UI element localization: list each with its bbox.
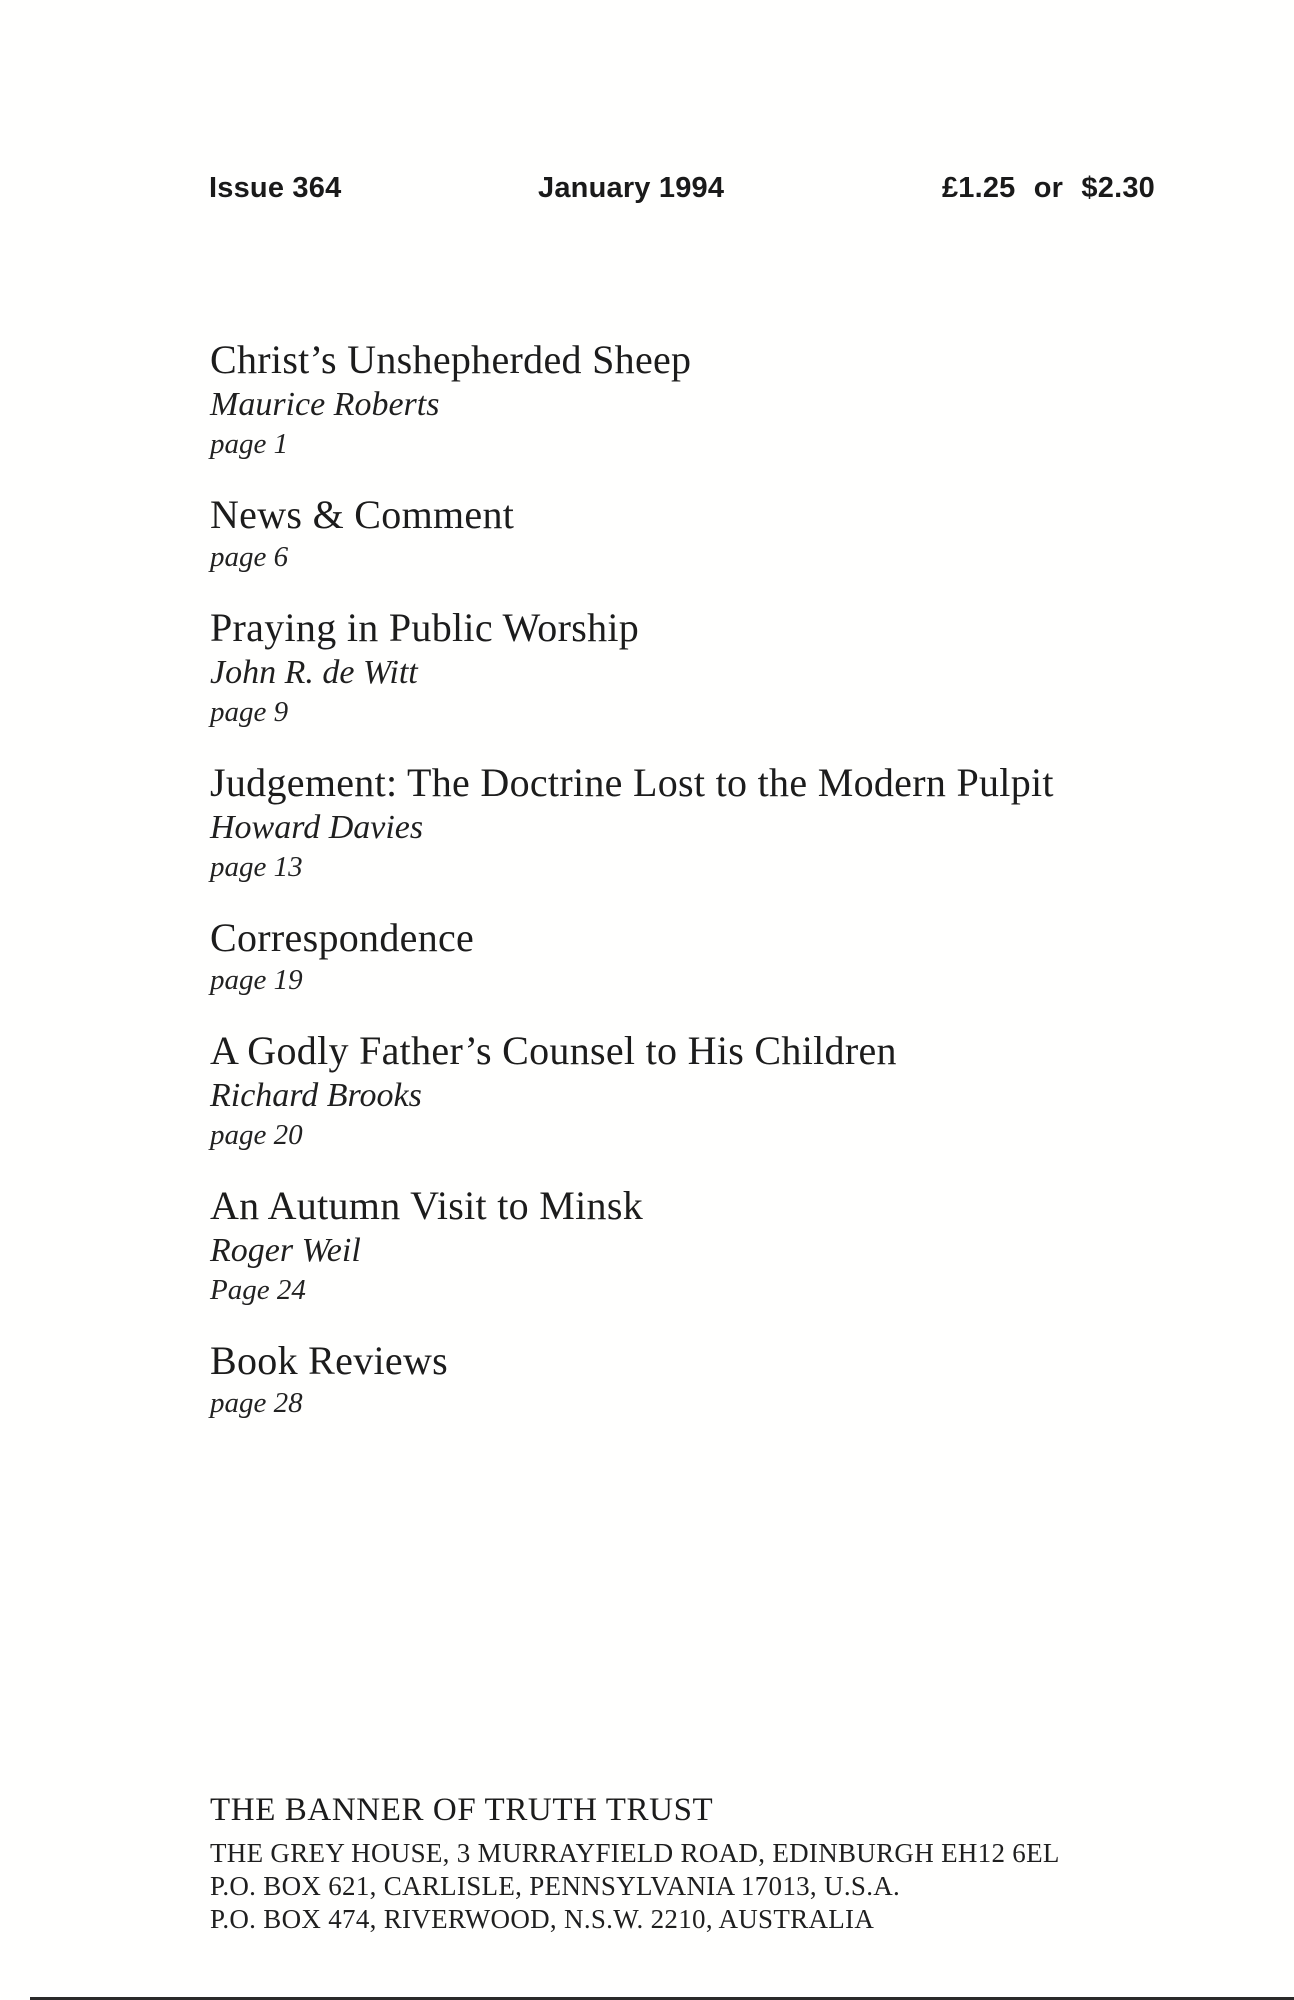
article-author: Howard Davies [210, 809, 424, 846]
toc-entry [210, 336, 1240, 463]
article-title: A Godly Father’s Counsel to His Children [210, 1028, 897, 1073]
article-author: Richard Brooks [210, 1077, 422, 1114]
article-page-number: page 1 [210, 428, 289, 460]
publisher-address-australia: P.O. BOX 474, RIVERWOOD, N.S.W. 2210, AUSTRALIA [210, 1904, 875, 1934]
article-title: Christ’s Unshepherded Sheep [210, 337, 692, 382]
article-page-number: Page 24 [210, 1274, 306, 1306]
article-title: News & Comment [210, 492, 515, 537]
toc-entry [210, 1027, 1240, 1154]
issue-number: Issue 364 [209, 172, 342, 204]
article-title: Correspondence [210, 915, 475, 960]
article-author: John R. de Witt [210, 654, 418, 691]
article-title: Book Reviews [210, 1338, 449, 1383]
publisher-address-edinburgh: THE GREY HOUSE, 3 MURRAYFIELD ROAD, EDINBURGH EH12 6EL [210, 1838, 1060, 1868]
publisher-block [210, 1789, 1250, 1936]
article-author: Roger Weil [210, 1232, 361, 1269]
toc-entry [210, 491, 1240, 576]
article-page-number: page 20 [210, 1119, 303, 1151]
publisher-name: THE BANNER OF TRUTH TRUST [210, 1792, 714, 1828]
article-title: Praying in Public Worship [210, 605, 640, 650]
toc-entry [210, 1337, 1240, 1422]
article-author: Maurice Roberts [210, 386, 440, 423]
publisher-address-usa: P.O. BOX 621, CARLISLE, PENNSYLVANIA 17013, U.S.A. [210, 1871, 901, 1901]
article-page-number: page 19 [210, 964, 303, 996]
article-title: Judgement: The Doctrine Lost to the Modern Pulpit [210, 760, 1054, 805]
toc-entry [210, 914, 1240, 999]
toc-entry [210, 1182, 1240, 1309]
masthead [209, 172, 1155, 208]
article-page-number: page 13 [210, 851, 303, 883]
issue-price: £1.25 or $2.30 [941, 172, 1155, 204]
table-of-contents [210, 336, 1240, 1450]
article-page-number: page 9 [210, 696, 289, 728]
toc-entry [210, 604, 1240, 731]
article-title: An Autumn Visit to Minsk [210, 1183, 644, 1228]
issue-date: January 1994 [538, 172, 725, 204]
article-page-number: page 6 [210, 541, 289, 573]
article-page-number: page 28 [210, 1387, 303, 1419]
toc-entry [210, 759, 1240, 886]
